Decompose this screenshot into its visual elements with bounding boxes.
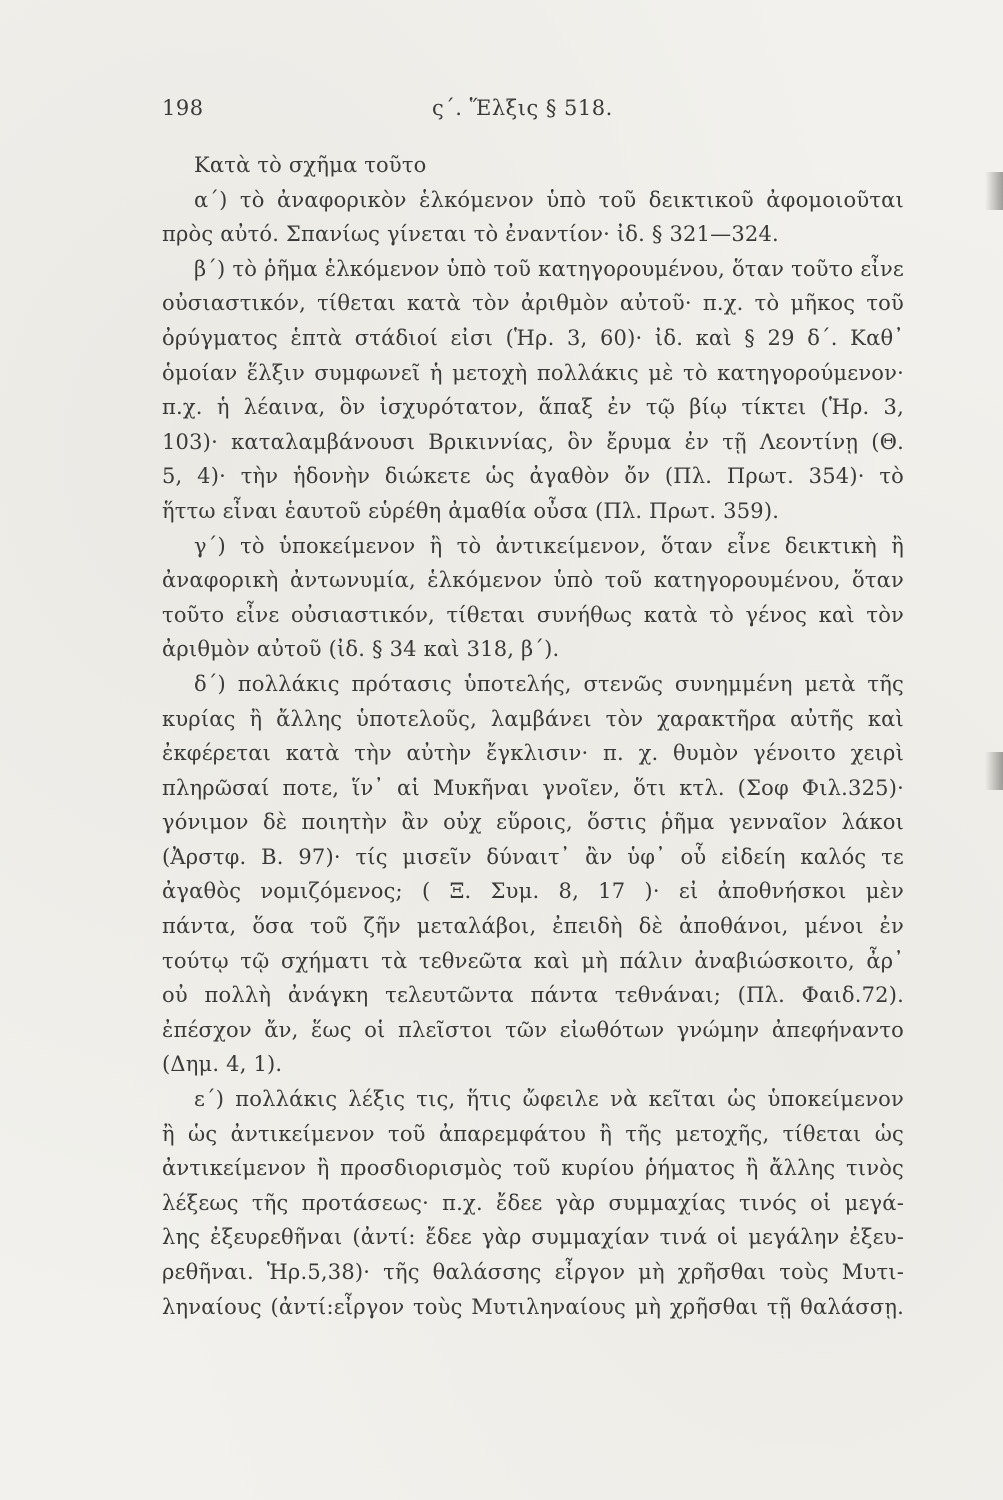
text-line: ἐπέσχον ἄν, ἕως οἱ πλεῖστοι τῶν εἰωθότων γνώμην ἀπεφήναντο bbox=[162, 1017, 904, 1042]
text-line: ἀριθμὸν αὐτοῦ (ἰδ. § 34 καὶ 318, β΄). bbox=[162, 637, 560, 662]
page-edge-mark bbox=[985, 752, 1003, 790]
text-line: πάντα, ὅσα τοῦ ζῆν μεταλάβοι, ἐπειδὴ δὲ ἀποθάνοι, μένοι ἐν bbox=[162, 914, 904, 939]
text-line: δ΄) πολλάκις πρότασις ὑποτελής, στενῶς συνημμένη μετὰ τῆς bbox=[194, 671, 904, 696]
running-title: ς΄. Ἕλξις § 518. bbox=[432, 96, 613, 120]
text-line: ἀντικείμενον ἢ προσδιορισμὸς τοῦ κυρίου ῥήματος ἢ ἄλλης τινὸς bbox=[162, 1156, 904, 1181]
text-line: γόνιμον δὲ ποιητὴν ἂν οὐχ εὕροις, ὅστις ῥῆμα γενναῖον λάκοι bbox=[162, 810, 904, 835]
page-number: 198 bbox=[162, 96, 204, 120]
text-line: ἐκφέρεται κατὰ τὴν αὐτὴν ἔγκλισιν· π. χ. θυμὸν γένοιτο χειρὶ bbox=[162, 741, 904, 766]
text-line: λης ἐξευρεθῆναι (ἀντί: ἔδεε γὰρ συμμαχίαν τινά οἱ μεγάλην ἐξευ- bbox=[162, 1225, 904, 1250]
text-line: ρεθῆναι. Ἡρ.5,38)· τῆς θαλάσσης εἶργον μὴ χρῆσθαι τοὺς Μυτι- bbox=[162, 1260, 904, 1284]
text-line: λέξεως τῆς προτάσεως· π.χ. ἔδεε γὰρ συμμαχίας τινός οἱ μεγά- bbox=[162, 1190, 904, 1215]
text-line: 5, 4)· τὴν ἡδονὴν διώκετε ὡς ἀγαθὸν ὄν (Πλ. Πρωτ. 354)· τὸ bbox=[162, 464, 904, 489]
text-line: ληναίους (ἀντί:εἶργον τοὺς Μυτιληναίους μὴ χρῆσθαι τῇ θαλάσσῃ. bbox=[162, 1294, 904, 1319]
text-line: ἢ ὡς ἀντικείμενον τοῦ ἀπαρεμφάτου ἢ τῆς μετοχῆς, τίθεται ὡς bbox=[162, 1121, 904, 1146]
text-line: κυρίας ἢ ἄλλης ὑποτελοῦς, λαμβάνει τὸν χαρακτῆρα αὐτῆς καὶ bbox=[162, 706, 904, 731]
text-line: πληρῶσαί ποτε, ἵν᾽ αἱ Μυκῆναι γνοῖεν, ὅτι κτλ. (Σοφ Φιλ.325)· bbox=[162, 775, 904, 800]
text-line: ἀγαθὸς νομιζόμενος; ( Ξ. Συμ. 8, 17 )· εἰ ἀποθνήσκοι μὲν bbox=[162, 879, 904, 904]
text-line: 103)· καταλαμβάνουσι Βρικιννίας, ὃν ἔρυμα ἐν τῇ Λεοντίνῃ (Θ. bbox=[162, 429, 904, 454]
text-line: (Δημ. 4, 1). bbox=[162, 1052, 283, 1077]
text-line: ὁμοίαν ἕλξιν συμφωνεῖ ἡ μετοχὴ πολλάκις μὲ τὸ κατηγορούμενον· bbox=[162, 360, 904, 385]
text-line: π.χ. ἡ λέαινα, ὃν ἰσχυρότατον, ἅπαξ ἐν τῷ βίῳ τίκτει (Ἡρ. 3, bbox=[162, 395, 904, 420]
body-text bbox=[162, 148, 904, 1324]
text-line: (Ἀρστφ. Β. 97)· τίς μισεῖν δύναιτ᾽ ἂν ὑφ᾽ οὗ εἰδείη καλός τε bbox=[162, 844, 904, 869]
text-line: τούτῳ τῷ σχήματι τὰ τεθνεῶτα καὶ μὴ πάλιν ἀναβιώσκοιτο, ἆρ᾽ bbox=[162, 948, 904, 973]
page-header bbox=[162, 96, 902, 126]
text-line: ε΄) πολλάκις λέξις τις, ἥτις ὤφειλε νὰ κεῖται ὡς ὑποκείμενον bbox=[194, 1087, 904, 1112]
text-line: γ΄) τὸ ὑποκείμενον ἢ τὸ ἀντικείμενον, ὅταν εἶνε δεικτικὴ ἢ bbox=[194, 533, 904, 558]
text-line: τοῦτο εἶνε οὐσιαστικόν, τίθεται συνήθως κατὰ τὸ γένος καὶ τὸν bbox=[162, 602, 904, 627]
text-line: α΄) τὸ ἀναφορικὸν ἑλκόμενον ὑπὸ τοῦ δεικτικοῦ ἀφομοιοῦται bbox=[194, 187, 904, 212]
text-line: β΄) τὸ ῥῆμα ἑλκόμενον ὑπὸ τοῦ κατηγορουμένου, ὅταν τοῦτο εἶνε bbox=[194, 256, 904, 281]
text-line: ὀρύγματος ἑπτὰ στάδιοί εἰσι (Ἡρ. 3, 60)· ἰδ. καὶ § 29 δ΄. Καθ᾽ bbox=[162, 325, 904, 350]
text-line: πρὸς αὐτό. Σπανίως γίνεται τὸ ἐναντίον· ἰδ. § 321—324. bbox=[162, 222, 779, 247]
text-line: οὐσιαστικόν, τίθεται κατὰ τὸν ἀριθμὸν αὐτοῦ· π.χ. τὸ μῆκος τοῦ bbox=[162, 291, 904, 316]
page-edge-mark bbox=[985, 172, 1003, 210]
section-intro-line: Κατὰ τὸ σχῆμα τοῦτο bbox=[194, 153, 427, 177]
text-line: ἀναφορικὴ ἀντωνυμία, ἑλκόμενον ὑπὸ τοῦ κατηγορουμένου, ὅταν bbox=[162, 568, 904, 593]
text-line: ἥττω εἶναι ἑαυτοῦ εὑρέθη ἀμαθία οὖσα (Πλ. Πρωτ. 359). bbox=[162, 498, 780, 523]
text-line: οὐ πολλὴ ἀνάγκη τελευτῶντα πάντα τεθνάναι; (Πλ. Φαιδ.72). bbox=[162, 983, 904, 1008]
